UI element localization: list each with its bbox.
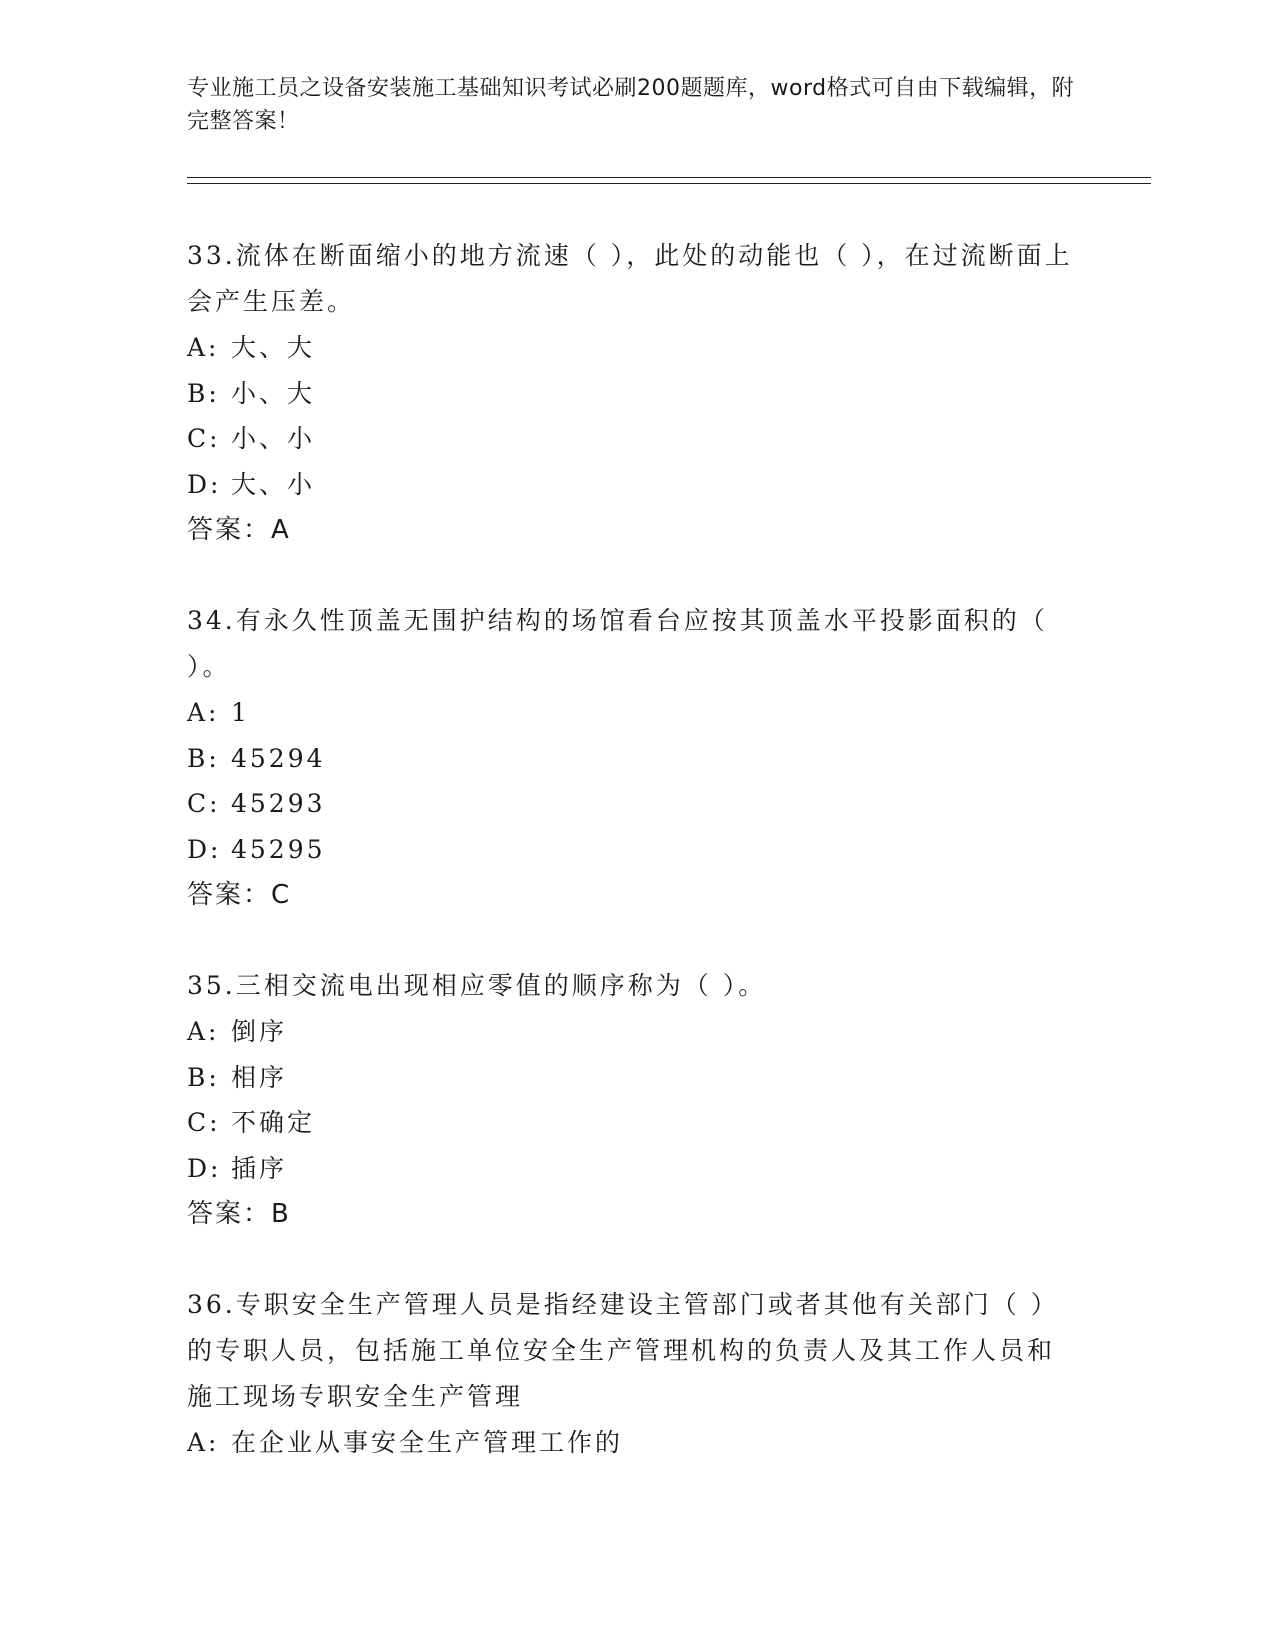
option-text: 45295	[231, 834, 326, 864]
option-key: C:	[187, 424, 221, 453]
option-text: 45294	[231, 743, 326, 773]
option-text: 在企业从事安全生产管理工作的	[231, 1428, 624, 1457]
option-key: A:	[187, 698, 220, 727]
option-key: D:	[187, 1153, 222, 1183]
option-text: 倒序	[231, 1017, 288, 1046]
option-c	[187, 781, 1077, 827]
answer-line	[187, 507, 1077, 553]
answer-line	[187, 872, 1077, 918]
question-text: 36.专职安全生产管理人员是指经建设主管部门或者其他有关部门（ ）的专职人员，包括施工单位安全生产管理机构的负责人及其工作人员和施工现场专职安全生产管理	[187, 1290, 1059, 1411]
option-a	[187, 1009, 1077, 1055]
option-d	[187, 1146, 1077, 1192]
header-divider-top	[187, 177, 1151, 178]
question-text: 35.三相交流电出现相应零值的顺序称为（ ）。	[187, 971, 767, 1000]
option-text: 插序	[231, 1153, 288, 1183]
option-b	[187, 736, 1077, 782]
option-a	[187, 325, 1077, 371]
option-key: B:	[187, 743, 220, 773]
option-c	[187, 416, 1077, 462]
option-a	[187, 1420, 1077, 1466]
option-key: B:	[187, 378, 220, 408]
question-34	[187, 598, 1077, 918]
option-key: B:	[187, 1062, 220, 1092]
document-header: 专业施工员之设备安装施工基础知识考试必刷200题题库，word格式可自由下载编辑，附完整答案！	[187, 76, 1075, 134]
option-key: D:	[187, 469, 222, 499]
answer-value: A	[271, 515, 291, 545]
answer-label: 答案：	[187, 1199, 272, 1229]
option-text: 相序	[231, 1062, 288, 1092]
question-text: 33.流体在断面缩小的地方流速（ ），此处的动能也（ ），在过流断面上会产生压差。	[187, 241, 1073, 316]
answer-line	[187, 1191, 1077, 1237]
option-key: D:	[187, 834, 222, 864]
option-key: A:	[187, 1428, 220, 1457]
option-text: 小、小	[231, 424, 316, 453]
option-b	[187, 1055, 1077, 1101]
option-d	[187, 462, 1077, 508]
answer-label: 答案：	[187, 515, 272, 545]
option-text: 不确定	[231, 1108, 316, 1137]
option-key: C:	[187, 789, 221, 818]
option-text: 大、小	[231, 469, 316, 499]
option-a	[187, 690, 1077, 736]
option-d	[187, 827, 1077, 873]
option-key: A:	[187, 333, 220, 362]
option-text: 1	[231, 698, 250, 727]
option-key: C:	[187, 1108, 221, 1137]
option-text: 小、大	[231, 378, 316, 408]
answer-label: 答案：	[187, 880, 272, 910]
option-text: 大、大	[231, 333, 316, 362]
question-36	[187, 1282, 1077, 1466]
option-b	[187, 371, 1077, 417]
question-list	[187, 233, 1077, 1511]
question-text: 34.有永久性顶盖无围护结构的场馆看台应按其顶盖水平投影面积的（ ）。	[187, 606, 1048, 681]
question-33	[187, 233, 1077, 553]
answer-value: B	[271, 1199, 291, 1229]
option-c	[187, 1100, 1077, 1146]
question-35	[187, 963, 1077, 1237]
answer-value: C	[271, 880, 292, 910]
option-text: 45293	[231, 789, 326, 818]
option-key: A:	[187, 1017, 220, 1046]
header-divider-bottom	[187, 183, 1151, 184]
